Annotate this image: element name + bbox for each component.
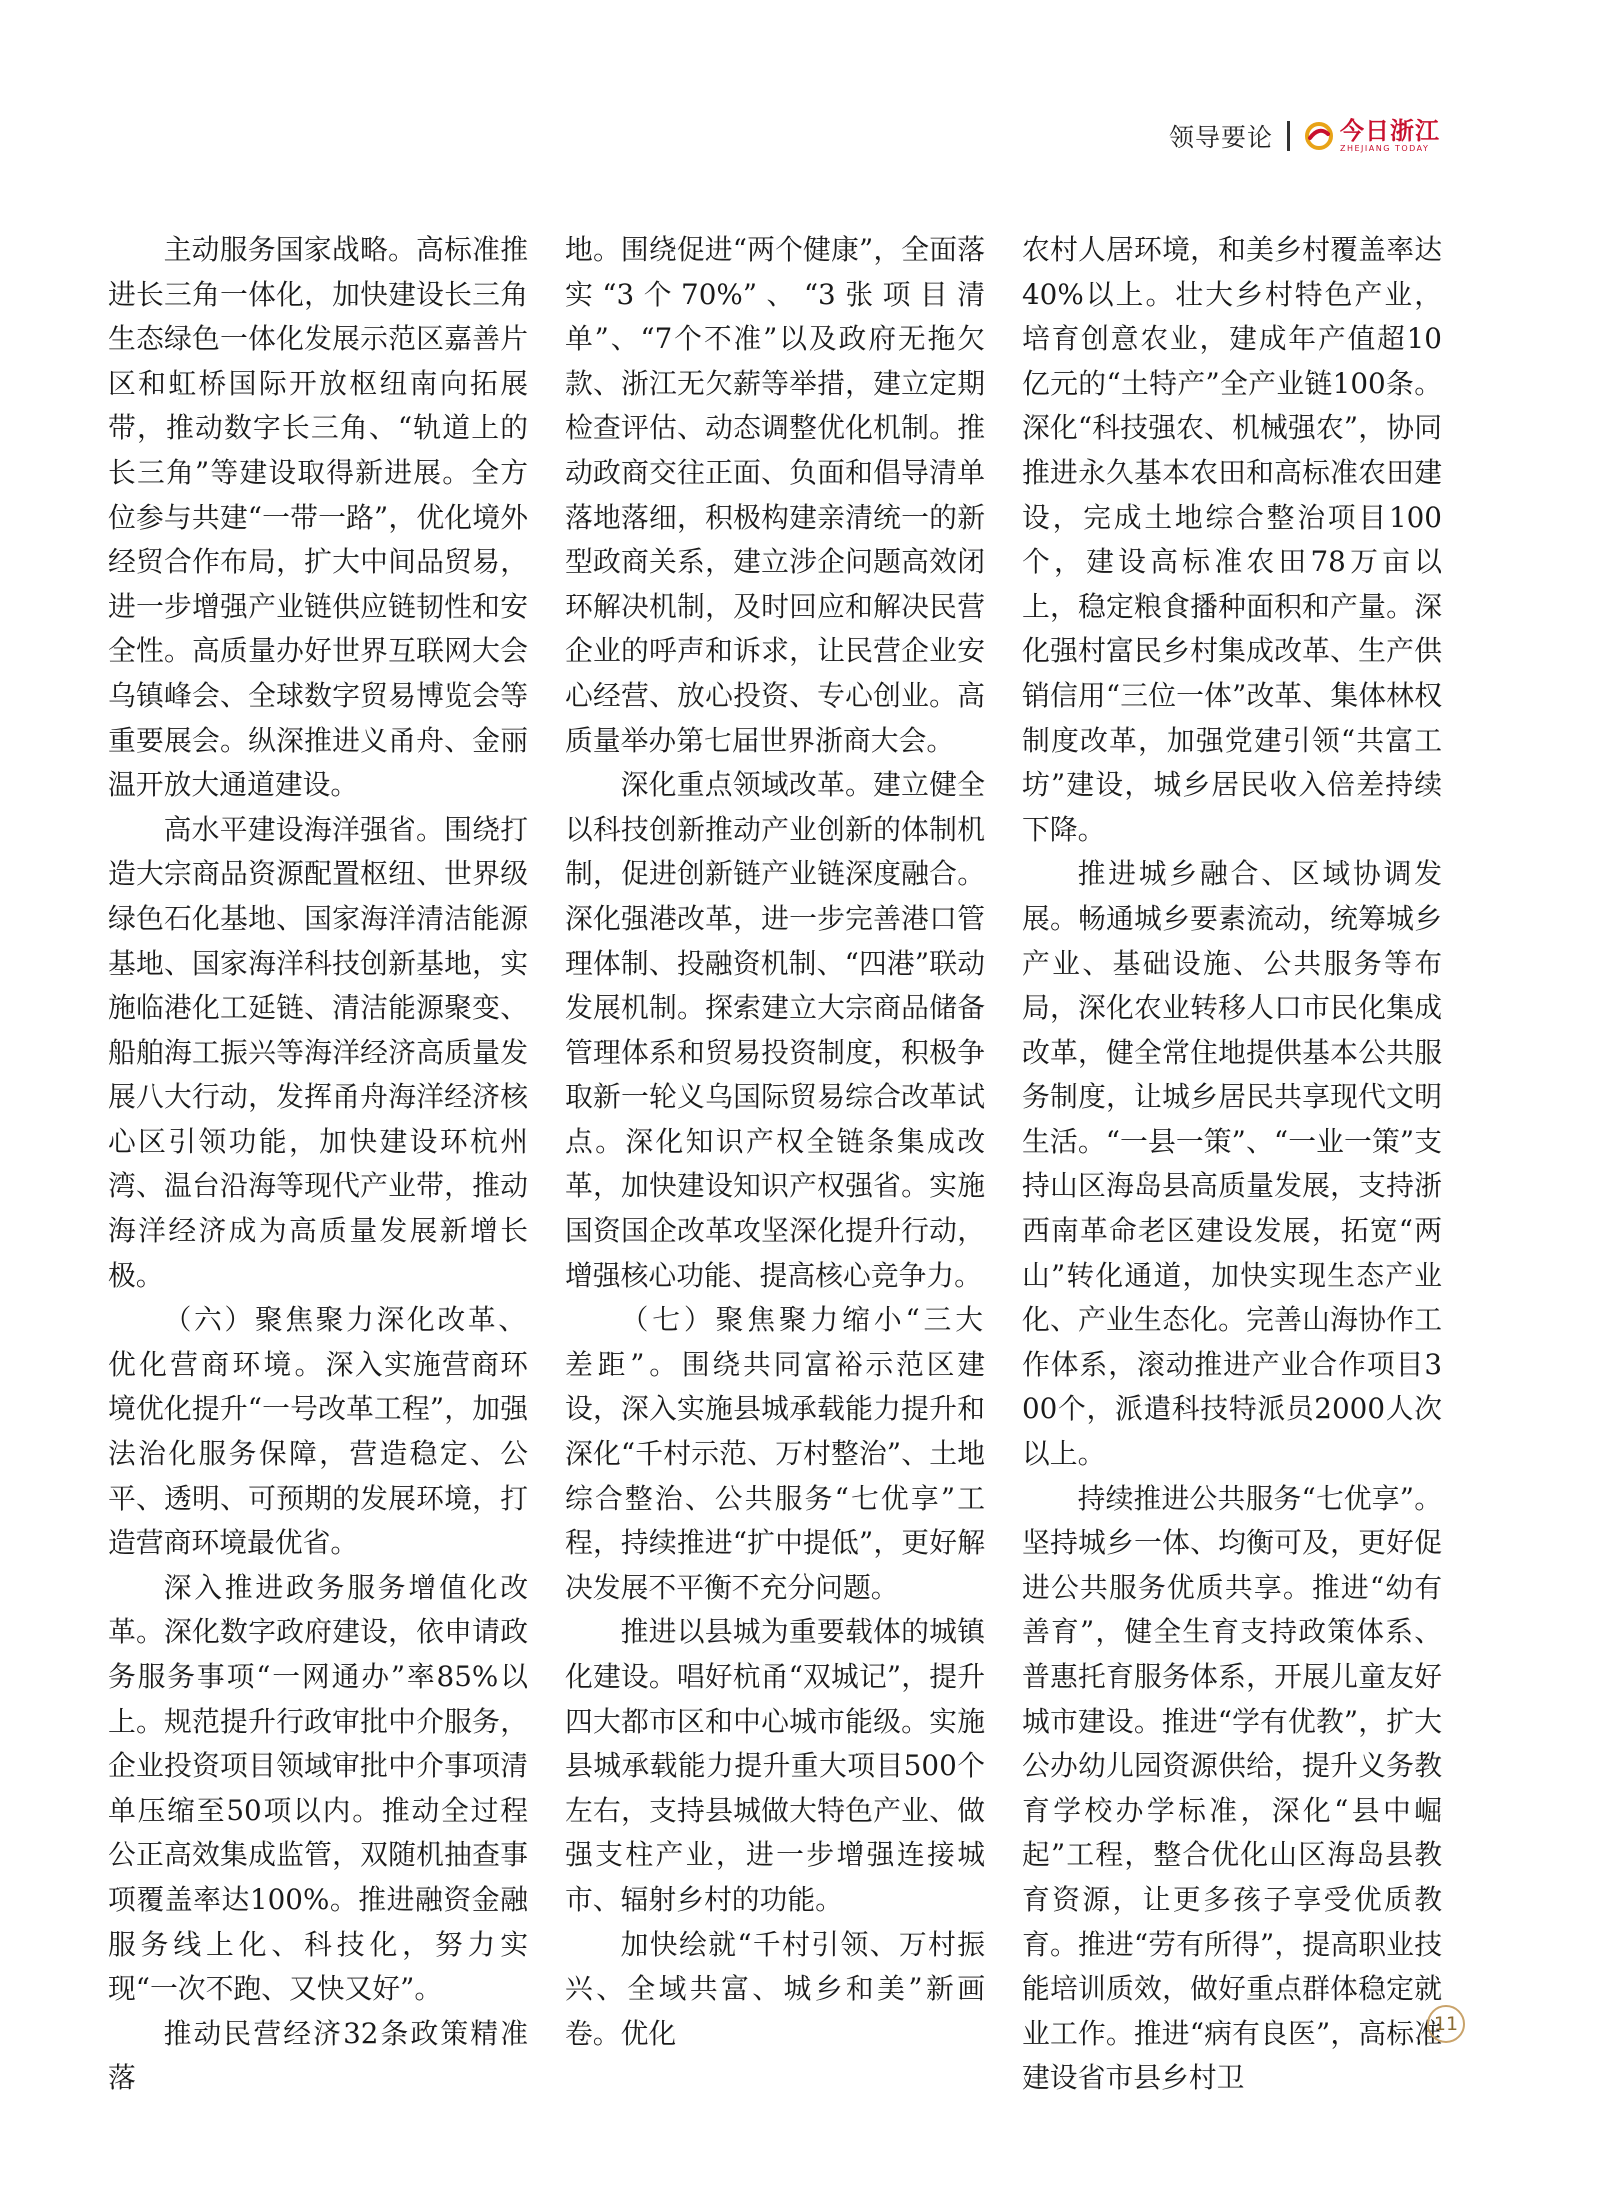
paragraph-text: 深入推进政务服务增值化改革。深化数字政府建设，依申请政务服务事项“一网通办”率85%以上。规范提升行政审批中介服务，企业投资项目领域审批中介事项清单压缩至50项以内。推动全过程公正高效集成监管，双随机抽查事项覆盖率达100%。推进融资金融服务线上化、科技化，努力实现“一次不跑、又快又好”。 <box>108 1570 528 2006</box>
paragraph-text: 主动服务国家战略。高标准推进长三角一体化，加快建设长三角生态绿色一体化发展示范区嘉善片区和虹桥国际开放枢纽南向拓展带，推动数字长三角、“轨道上的长三角”等建设取得新进展。全方位参与共建“一带一路”，优化境外经贸合作布局，扩大中间品贸易，进一步增强产业链供应链韧性和安全性。高质量办好世界互联网大会乌镇峰会、全球数字贸易博览会等重要展会。纵深推进义甬舟、金丽温开放大通道建设。 <box>108 233 528 802</box>
paragraph-text: 地。围绕促进“两个健康”，全面落实“3个70%”、“3张项目清单”、“7个不准”以及政府无拖欠款、浙江无欠薪等举措，建立定期检查评估、动态调整优化机制。推动政商交往正面、负面和倡导清单落地落细，积极构建亲清统一的新型政商关系，建立涉企问题高效闭环解决机制，及时回应和解决民营企业的呼声和诉求，让民营企业安心经营、放心投资、专心创业。高质量举办第七届世界浙商大会。 <box>565 233 985 757</box>
paragraph <box>565 228 985 763</box>
paragraph-text: 加快绘就“千村引领、万村振兴、全域共富、城乡和美”新画卷。优化 <box>565 1927 985 2050</box>
paragraph-text: 高水平建设海洋强省。围绕打造大宗商品资源配置枢纽、世界级绿色石化基地、国家海洋清洁能源基地、国家海洋科技创新基地，实施临港化工延链、清洁能源聚变、船舶海工振兴等海洋经济高质量发展八大行动，发挥甬舟海洋经济核心区引领功能，加快建设环杭州湾、温台沿海等现代产业带，推动海洋经济成为高质量发展新增长极。 <box>108 812 528 1292</box>
page-header <box>1169 118 1440 154</box>
logo-swirl-icon <box>1304 121 1334 151</box>
paragraph-text: 推进以县城为重要载体的城镇化建设。唱好杭甬“双城记”，提升四大都市区和中心城市能级。实施县城承载能力提升重大项目500个左右，支持县城做大特色产业、做强支柱产业，进一步增强连接城市、辐射乡村的功能。 <box>565 1615 985 1916</box>
article-body <box>108 228 1442 2101</box>
paragraph-text: 推进城乡融合、区域协调发展。畅通城乡要素流动，统筹城乡产业、基础设施、公共服务等布局，深化农业转移人口市民化集成改革，健全常住地提供基本公共服务制度，让城乡居民共享现代文明生活。“一县一策”、“一业一策”支持山区海岛县高质量发展，支持浙西南革命老区建设发展，拓宽“两山”转化通道，加快实现生态产业化、产业生态化。完善山海协作工作体系，滚动推进产业合作项目300个，派遣科技特派员2000人次以上。 <box>1022 857 1442 1471</box>
paragraph <box>565 1610 985 1922</box>
text-column-1 <box>108 228 528 2101</box>
paragraph <box>108 1298 528 1566</box>
paragraph-text: 围绕共同富裕示范区建设，深入实施县城承载能力提升和深化“千村示范、万村整治”、土地综合整治、公共服务“七优享”工程，持续推进“扩中提低”，更好解决发展不平衡不充分问题。 <box>565 1347 985 1604</box>
paragraph-text: 深入实施营商环境优化提升“一号改革工程”，加强法治化服务保障，营造稳定、公平、透明、可预期的发展环境，打造营商环境最优省。 <box>108 1347 528 1560</box>
paragraph-text: 深化重点领域改革。建立健全以科技创新推动产业创新的体制机制，促进创新链产业链深度融合。深化强港改革，进一步完善港口管理体制、投融资机制、“四港”联动发展机制。探索建立大宗商品储备管理体系和贸易投资制度，积极争取新一轮义乌国际贸易综合改革试点。深化知识产权全链条集成改革，加快建设知识产权强省。实施国资国企改革攻坚深化提升行动，增强核心功能、提高核心竞争力。 <box>565 768 985 1292</box>
logo-text: 今日浙江 <box>1340 117 1440 145</box>
paragraph <box>108 1566 528 2012</box>
text-column-2 <box>565 228 985 2101</box>
paragraph <box>565 1923 985 2057</box>
paragraph <box>108 2012 528 2101</box>
paragraph <box>1022 852 1442 1476</box>
paragraph <box>565 1298 985 1610</box>
section-heading: （七）聚焦聚力缩小“三大差距”。 <box>565 1303 985 1381</box>
magazine-logo <box>1304 119 1440 153</box>
text-column-3 <box>1022 228 1442 2101</box>
section-label: 领导要论 <box>1168 123 1273 152</box>
page-number: 11 <box>1427 2005 1465 2043</box>
section-heading: （六）聚焦聚力深化改革、优化营商环境。 <box>108 1303 528 1381</box>
header-divider <box>1287 121 1290 151</box>
paragraph-text: 持续推进公共服务“七优享”。坚持城乡一体、均衡可及，更好促进公共服务优质共享。推进“幼有善育”，健全生育支持政策体系、普惠托育服务体系，开展儿童友好城市建设。推进“学有优教”，扩大公办幼儿园资源供给，提升义务教育学校办学标准，深化“县中崛起”工程，整合优化山区海岛县教育资源，让更多孩子享受优质教育。推进“劳有所得”，提高职业技能培训质效，做好重点群体稳定就业工作。推进“病有良医”，高标准建设省市县乡村卫 <box>1022 1481 1442 2095</box>
paragraph <box>108 808 528 1299</box>
paragraph <box>1022 1477 1442 2101</box>
paragraph <box>1022 228 1442 852</box>
paragraph <box>108 228 528 808</box>
logo-subtitle: ZHEJIANG TODAY <box>1340 144 1430 153</box>
paragraph <box>565 763 985 1298</box>
paragraph-text: 推动民营经济32条政策精准落 <box>108 2016 528 2095</box>
paragraph-text: 农村人居环境，和美乡村覆盖率达40%以上。壮大乡村特色产业，培育创意农业，建成年产值超10亿元的“土特产”全产业链100条。深化“科技强农、机械强农”，协同推进永久基本农田和高标准农田建设，完成土地综合整治项目100个，建设高标准农田78万亩以上，稳定粮食播种面积和产量。深化强村富民乡村集成改革、生产供销信用“三位一体”改革、集体林权制度改革，加强党建引领“共富工坊”建设，城乡居民收入倍差持续下降。 <box>1022 233 1442 846</box>
